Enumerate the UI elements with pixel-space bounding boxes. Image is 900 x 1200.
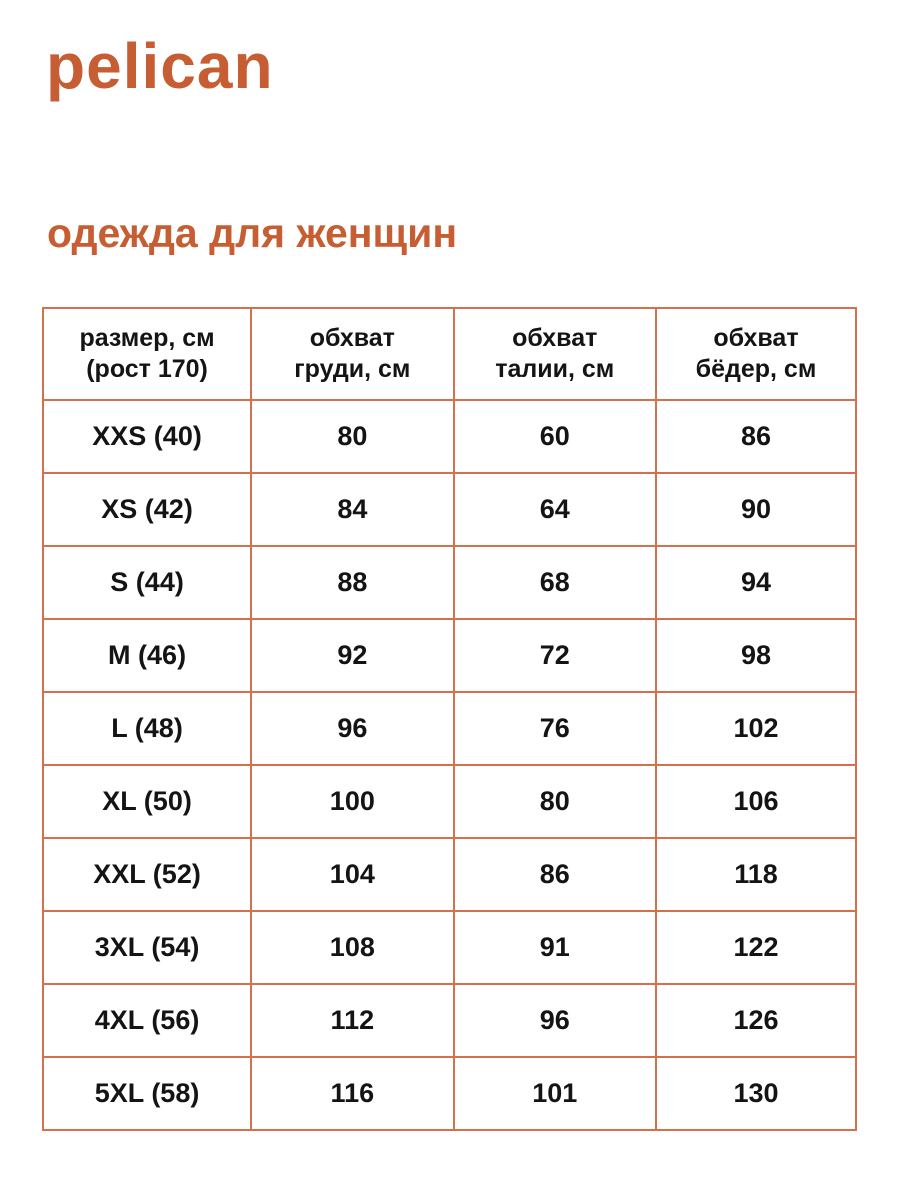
measurement-cell: 72: [454, 619, 656, 692]
measurement-cell: 126: [656, 984, 856, 1057]
size-label-cell: XXS (40): [43, 400, 251, 473]
size-label-cell: L (48): [43, 692, 251, 765]
table-row: [43, 546, 856, 619]
brand-logo: pelican: [46, 30, 274, 102]
column-header: обхват талии, см: [454, 308, 656, 400]
measurement-cell: 116: [251, 1057, 453, 1130]
table-row: [43, 911, 856, 984]
measurement-cell: 94: [656, 546, 856, 619]
table-row: [43, 692, 856, 765]
size-label-cell: 4XL (56): [43, 984, 251, 1057]
measurement-cell: 100: [251, 765, 453, 838]
measurement-cell: 68: [454, 546, 656, 619]
page-title: одежда для женщин: [47, 210, 458, 256]
measurement-cell: 122: [656, 911, 856, 984]
measurement-cell: 86: [454, 838, 656, 911]
table-row: [43, 1057, 856, 1130]
measurement-cell: 96: [454, 984, 656, 1057]
measurement-cell: 91: [454, 911, 656, 984]
measurement-cell: 80: [454, 765, 656, 838]
table-row: [43, 473, 856, 546]
table-row: [43, 400, 856, 473]
measurement-cell: 86: [656, 400, 856, 473]
size-label-cell: XS (42): [43, 473, 251, 546]
size-label-cell: M (46): [43, 619, 251, 692]
measurement-cell: 64: [454, 473, 656, 546]
column-header: обхват бёдер, см: [656, 308, 856, 400]
measurement-cell: 90: [656, 473, 856, 546]
size-label-cell: 5XL (58): [43, 1057, 251, 1130]
size-label-cell: XXL (52): [43, 838, 251, 911]
column-header: обхват груди, см: [251, 308, 453, 400]
table-header-row: [43, 308, 856, 400]
size-table: [42, 307, 857, 1131]
table-row: [43, 765, 856, 838]
measurement-cell: 130: [656, 1057, 856, 1130]
table-row: [43, 838, 856, 911]
table-body: [43, 400, 856, 1130]
measurement-cell: 104: [251, 838, 453, 911]
measurement-cell: 108: [251, 911, 453, 984]
table-row: [43, 619, 856, 692]
column-header: размер, см (рост 170): [43, 308, 251, 400]
measurement-cell: 118: [656, 838, 856, 911]
measurement-cell: 112: [251, 984, 453, 1057]
measurement-cell: 96: [251, 692, 453, 765]
measurement-cell: 101: [454, 1057, 656, 1130]
measurement-cell: 60: [454, 400, 656, 473]
measurement-cell: 102: [656, 692, 856, 765]
size-label-cell: 3XL (54): [43, 911, 251, 984]
measurement-cell: 88: [251, 546, 453, 619]
measurement-cell: 98: [656, 619, 856, 692]
table-row: [43, 984, 856, 1057]
measurement-cell: 84: [251, 473, 453, 546]
size-label-cell: S (44): [43, 546, 251, 619]
measurement-cell: 92: [251, 619, 453, 692]
measurement-cell: 80: [251, 400, 453, 473]
measurement-cell: 76: [454, 692, 656, 765]
measurement-cell: 106: [656, 765, 856, 838]
size-label-cell: XL (50): [43, 765, 251, 838]
